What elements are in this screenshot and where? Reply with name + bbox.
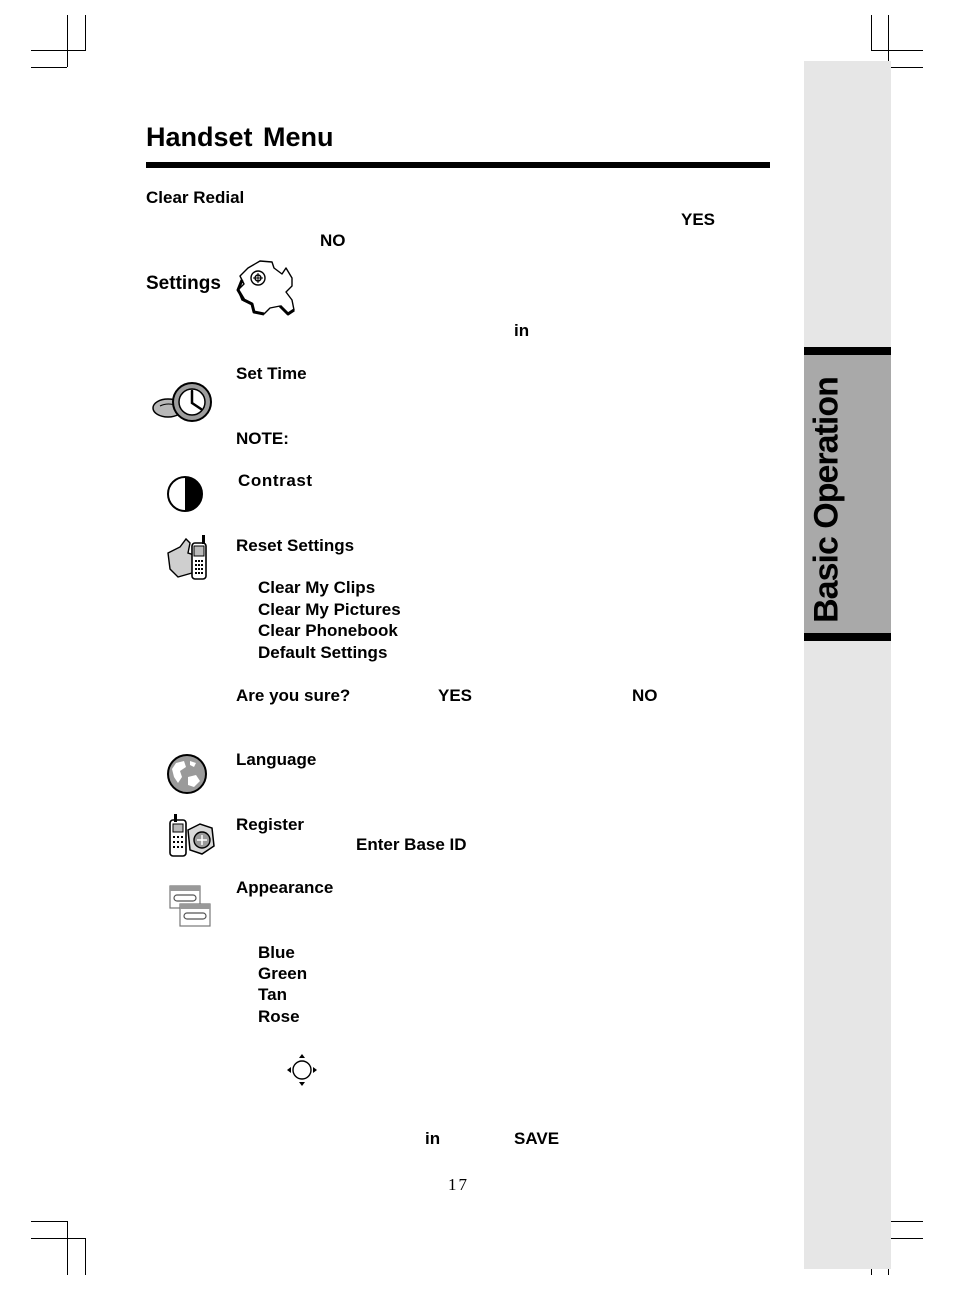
appearance-option: Rose [258,1007,300,1026]
globe-icon [166,753,208,795]
crop-mark [871,15,872,51]
appearance-option: Tan [258,985,287,1004]
nav-key-icon [286,1053,318,1087]
reset-option: Clear My Pictures [258,600,401,619]
reset-option: Clear My Clips [258,578,376,597]
section-tab-top-bar [804,347,891,355]
title-rule [146,162,770,168]
appearance-option: Blue [258,943,295,962]
crop-mark [31,1238,86,1239]
section-tab-label: Basic Operation [807,377,846,623]
appearance-save: SAVE [514,1129,560,1148]
appearance-heading: Appearance [236,878,334,897]
crop-mark [888,67,923,68]
wrench-icon [234,256,298,318]
reset-no: NO [632,686,658,705]
crop-mark [85,15,86,51]
reset-settings-heading: Reset Settings [236,536,355,555]
clear-redial-yes: YES [681,210,716,229]
appearance-option: Green [258,964,308,983]
clear-redial-no: NO [320,231,346,250]
contrast-icon [166,475,204,513]
reset-option: Clear Phonebook [258,621,398,640]
crop-mark [871,50,923,51]
page-number: 17 [448,1175,469,1194]
clear-redial-heading: Clear Redial [146,188,245,207]
crop-mark [67,1221,68,1275]
side-strip [804,61,891,1269]
crop-mark [31,50,86,51]
crop-mark [888,1221,923,1222]
register-icon [166,812,216,860]
register-sub: Enter Base ID [356,835,467,854]
language-heading: Language [236,750,317,769]
settings-heading: Settings [146,273,221,294]
contrast-heading: Contrast [238,471,313,490]
set-time-note: NOTE: [236,429,289,448]
appearance-in-word: in [425,1129,441,1148]
crop-mark [888,15,889,67]
appearance-icon [168,884,214,928]
clock-icon [150,380,216,426]
set-time-heading: Set Time [236,364,307,383]
section-tab-bottom-bar [804,633,891,641]
handset-reset-icon [166,533,210,581]
crop-mark [31,1221,67,1222]
reset-yes: YES [438,686,473,705]
reset-option: Default Settings [258,643,388,662]
reset-prompt: Are you sure? [236,686,351,705]
register-heading: Register [236,815,305,834]
settings-in-word: in [514,321,530,340]
crop-mark [85,1238,86,1275]
crop-mark [31,67,67,68]
page-title: Handset Menu [146,122,334,152]
crop-mark [67,15,68,67]
